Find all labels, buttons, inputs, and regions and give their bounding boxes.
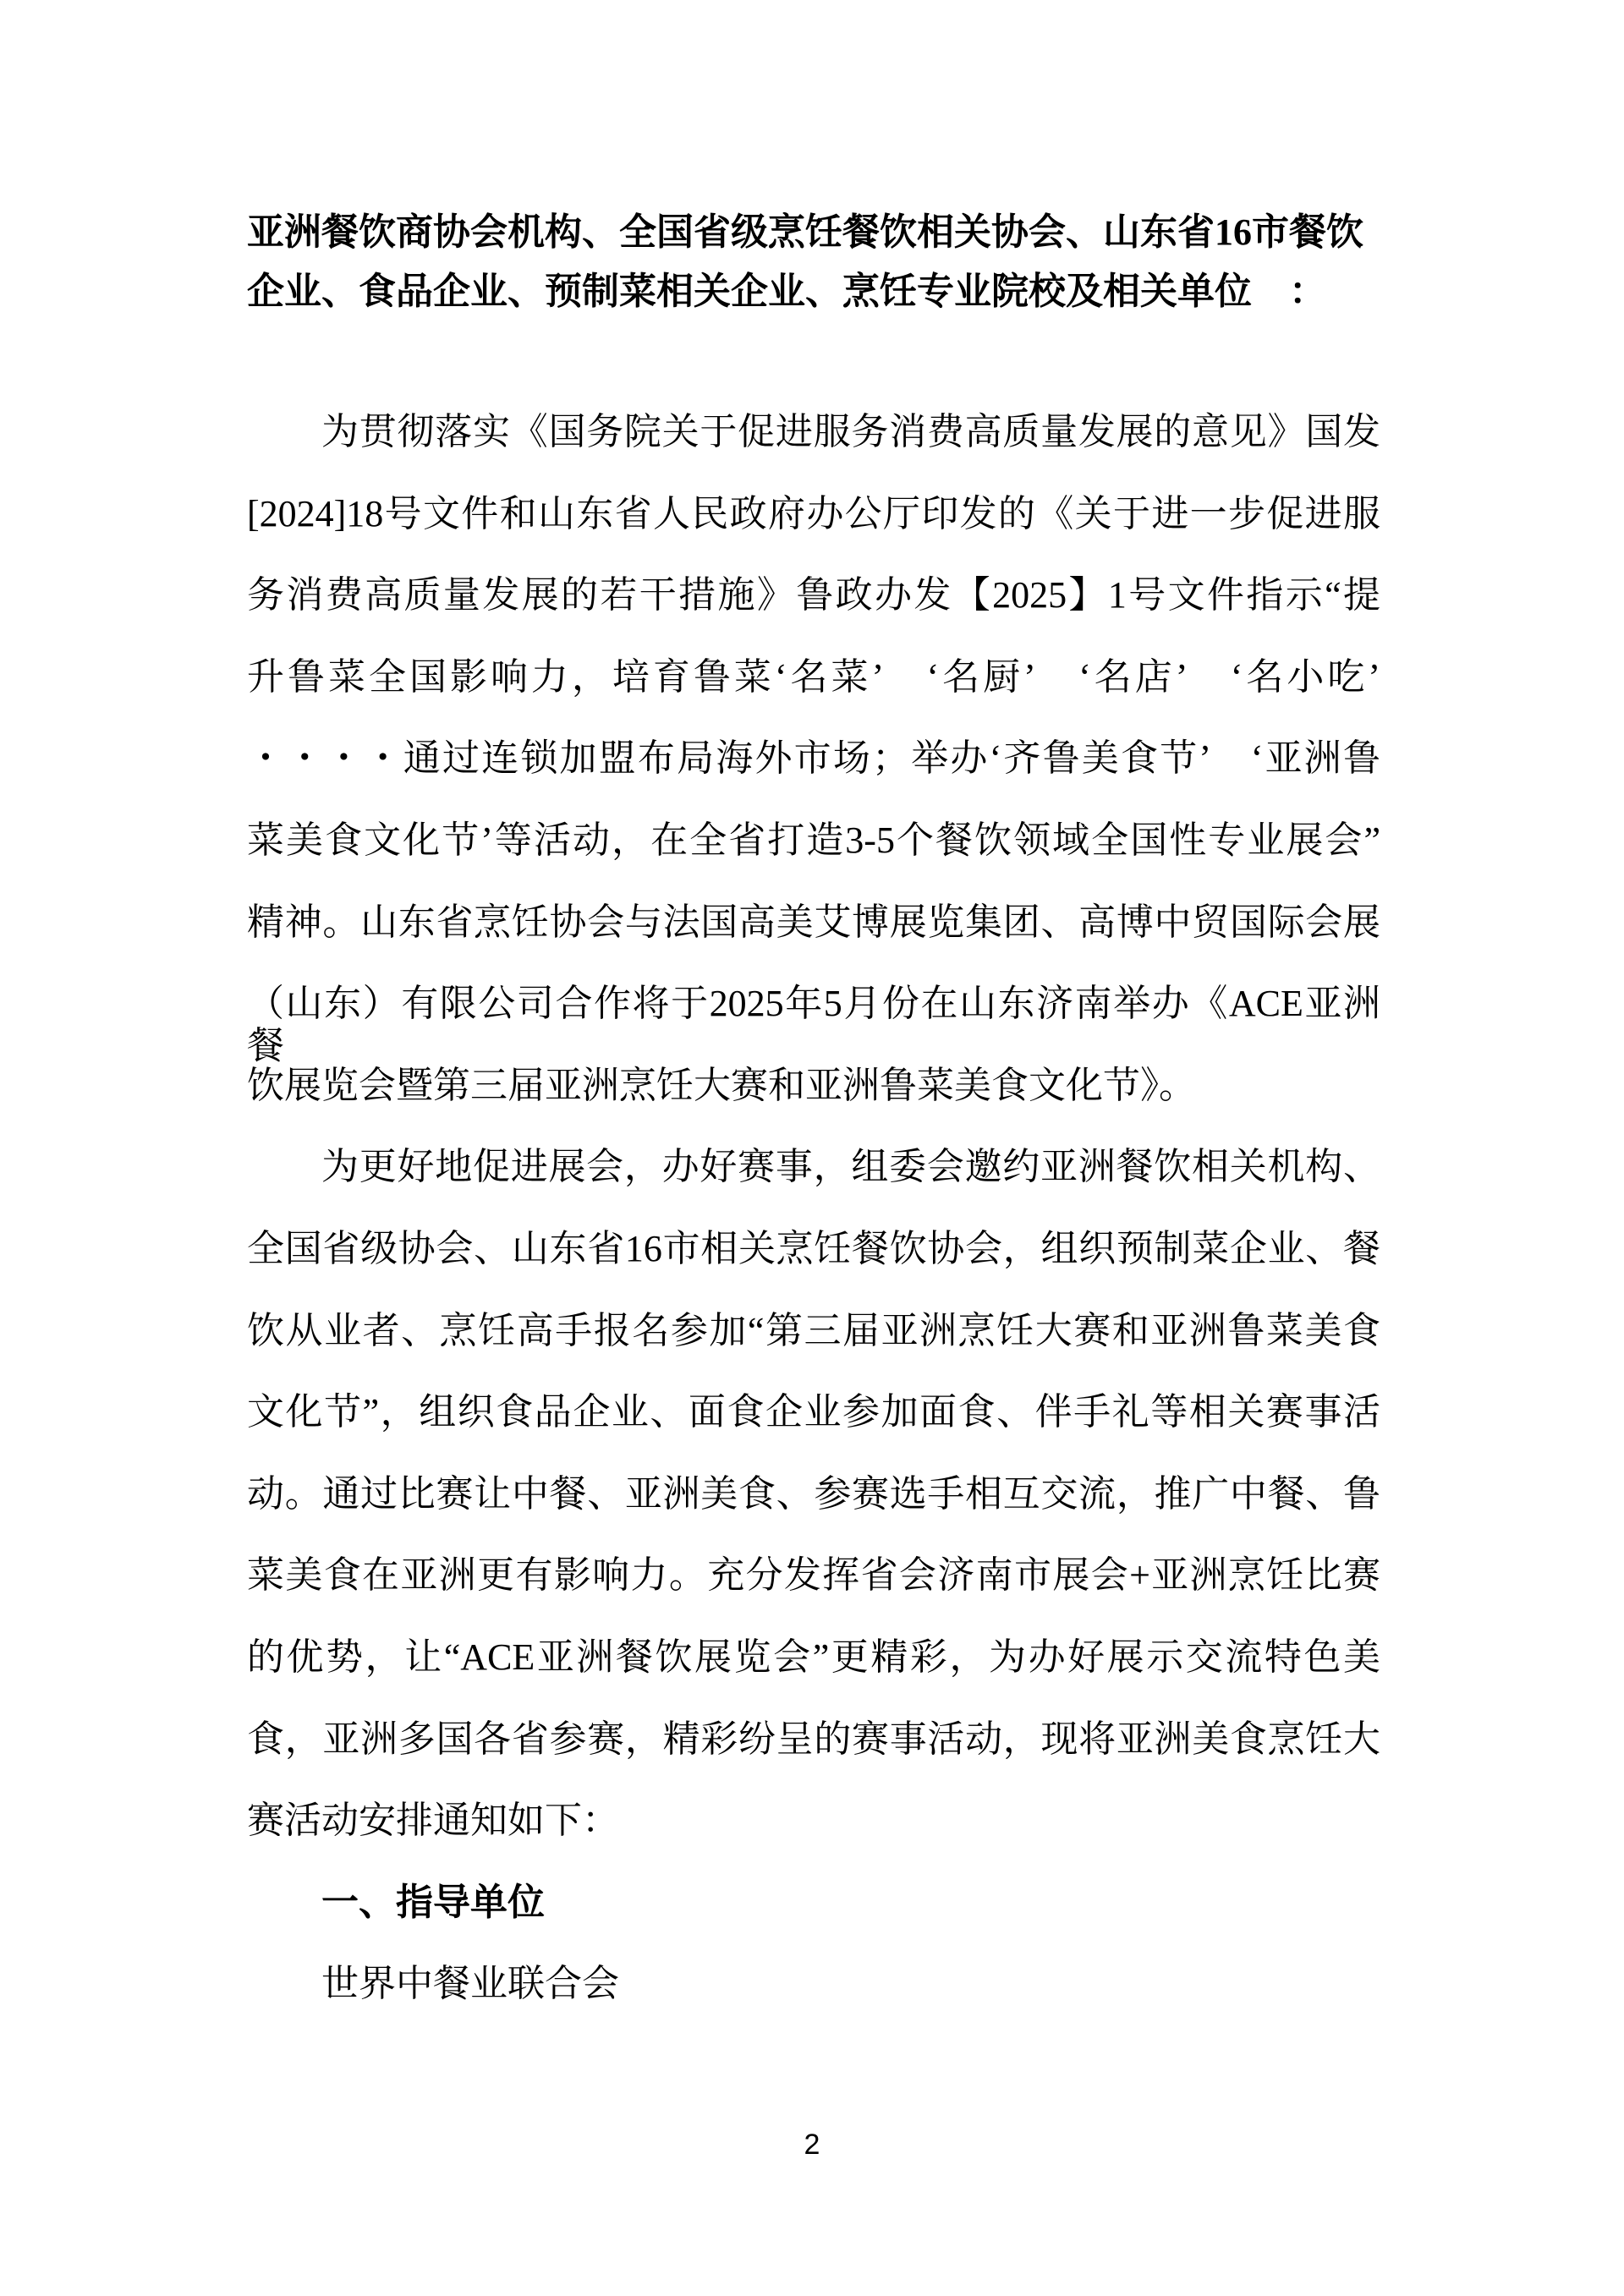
salutation-line: 亚洲餐饮商协会机构、全国省级烹饪餐饮相关协会、山东省16市餐饮	[247, 211, 1363, 253]
body-line: 饮展览会暨第三届亚洲烹饪大赛和亚洲鲁菜美食文化节》。	[247, 1065, 1196, 1106]
section-heading-line: 一、指导单位	[321, 1882, 545, 1923]
body-line: 为贯彻落实《国务院关于促进服务消费高质量发展的意见》国发	[321, 411, 1380, 452]
body-line: 菜美食在亚洲更有影响力。充分发挥省会济南市展会+亚洲烹饪比赛	[247, 1554, 1380, 1596]
body-line: 升鲁菜全国影响力，培育鲁菜‘名菜’ ‘名厨’ ‘名店’ ‘名小吃’	[247, 656, 1380, 698]
page-number: 2	[804, 2129, 820, 2161]
body-line: 赛活动安排通知如下：	[247, 1800, 619, 1841]
body-line: 饮从业者、烹饪高手报名参加“第三届亚洲烹饪大赛和亚洲鲁菜美食	[247, 1310, 1380, 1351]
body-line: 世界中餐业联合会	[321, 1963, 619, 2004]
body-line: 全国省级协会、山东省16市相关烹饪餐饮协会，组织预制菜企业、餐	[247, 1228, 1380, 1269]
body-line: （山东）有限公司合作将于2025年5月份在山东济南举办《ACE亚洲餐	[247, 983, 1380, 1066]
body-line: 的优势，让“ACE亚洲餐饮展览会”更精彩，为办好展示交流特色美	[247, 1636, 1380, 1678]
body-line: 菜美食文化节’等活动，在全省打造3-5个餐饮领域全国性专业展会”	[247, 819, 1380, 861]
body-line: 务消费高质量发展的若干措施》鲁政办发【2025】1号文件指示“提	[247, 574, 1380, 616]
salutation-line: 企业、食品企业、预制菜相关企业、烹饪专业院校及相关单位 ：	[247, 271, 1326, 312]
body-line: 为更好地促进展会，办好赛事，组委会邀约亚洲餐饮相关机构、	[321, 1146, 1380, 1187]
body-line: 精神。山东省烹饪协会与法国高美艾博展览集团、高博中贸国际会展	[247, 901, 1380, 943]
body-line: ・・・・通过连锁加盟布局海外市场；举办‘齐鲁美食节’ ‘亚洲鲁	[247, 737, 1380, 779]
body-line: 动。通过比赛让中餐、亚洲美食、参赛选手相互交流，推广中餐、鲁	[247, 1473, 1380, 1515]
body-line: 食，亚洲多国各省参赛，精彩纷呈的赛事活动，现将亚洲美食烹饪大	[247, 1718, 1380, 1760]
body-line: 文化节”，组织食品企业、面食企业参加面食、伴手礼等相关赛事活	[247, 1391, 1380, 1433]
body-line: [2024]18号文件和山东省人民政府办公厅印发的《关于进一步促进服	[247, 493, 1380, 534]
